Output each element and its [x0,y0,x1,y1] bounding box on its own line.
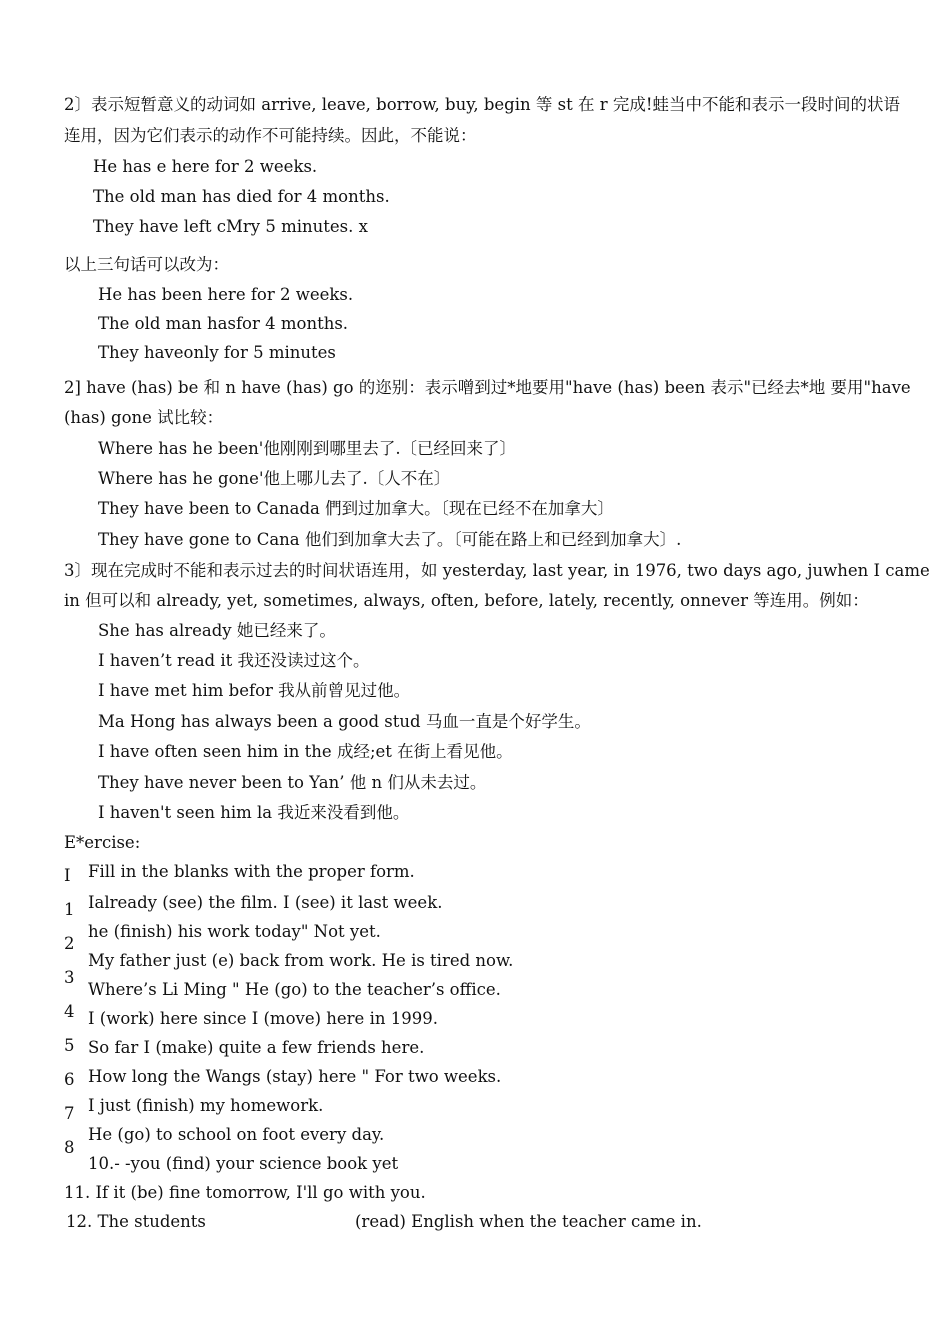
s3-example-3: I have met him befor 我从前曾见过他。 [98,681,411,700]
exercise-item: Fill in the blanks with the proper form. [88,862,415,881]
wrong-example-2: The old man has died for 4 months. [93,187,390,206]
s3-example-6: They have never been to Yan’ 他 n 们从未去过。 [98,773,487,792]
exercise-item: Ialready (see) the film. I (see) it last week. [88,893,443,912]
exercise-number: 3 [64,968,75,987]
exercise-item-12-end: (read) English when the teacher came in. [355,1212,702,1231]
exercise-item: I (work) here since I (move) here in 1999. [88,1009,438,1028]
exercise-item: he (finish) his work today" Not yet. [88,922,381,941]
section2b-line2: (has) gone 试比较： [64,408,224,427]
right-example-1: He has been here for 2 weeks. [98,285,354,304]
section2-line1: 2〕表示短暂意义的动词如 arrive, leave, borrow, buy, begin 等 st 在 r 完成!蛙当中不能和表示一段时间的状语 [64,95,900,114]
s3-example-4: Ma Hong has always been a good stud 马血一直是个好学生。 [98,712,591,731]
s3-example-7: I haven't seen him la 我近来没看到他。 [98,803,410,822]
exercise-number: I [64,866,71,885]
exercise-number: 4 [64,1002,75,1021]
exercise-item: I just (finish) my homework. [88,1096,324,1115]
exercise-item: 10.- -you (find) your science book yet [88,1154,399,1173]
compare-example-3: They have been to Canada 們到过加拿大。〔现在已经不在加拿大〕 [98,499,614,518]
exercise-item-11: 11. If it (be) fine tomorrow, I'll go with you. [64,1183,426,1202]
exercise-item: How long the Wangs (stay) here " For two weeks. [88,1067,502,1086]
exercise-item: My father just (e) back from work. He is tired now. [88,951,514,970]
right-example-2: The old man hasfor 4 months. [98,314,349,333]
exercise-heading: E*ercise: [64,833,141,852]
right-example-3: They haveonly for 5 minutes [98,343,336,362]
exercise-number: 8 [64,1138,75,1157]
exercise-number: 7 [64,1104,75,1123]
s3-example-1: She has already 她已经来了。 [98,621,336,640]
compare-example-1: Where has he been'他刚刚到哪里去了.〔已经回来了〕 [98,439,517,458]
exercise-number: 5 [64,1036,75,1055]
exercise-number: 1 [64,900,75,919]
s3-example-5: I have often seen him in the 成经;et 在街上看见他。 [98,742,513,761]
exercise-item: Where’s Li Ming " He (go) to the teacher’s office. [88,980,501,999]
exercise-item: He (go) to school on foot every day. [88,1125,385,1144]
section2-line2: 连用，因为它们表示的动作不可能持续。因此，不能说： [64,126,477,145]
exercise-number: 6 [64,1070,75,1089]
wrong-example-3: They have left cMry 5 minutes. x [93,217,368,236]
exercise-item-12-start: 12. The students [66,1212,206,1231]
exercise-number: 2 [64,934,75,953]
change-intro: 以上三句话可以改为： [64,255,229,274]
wrong-example-1: He has e here for 2 weeks. [93,157,318,176]
compare-example-2: Where has he gone'他上哪儿去了.〔人不在〕 [98,469,451,488]
exercise-item: So far I (make) quite a few friends here. [88,1038,425,1057]
section3-line1: 3〕现在完成时不能和表示过去的时间状语连用，如 yesterday, last year, in 1976, two days ago, juwhen I came [64,561,930,580]
section3-line2: in 但可以和 already, yet, sometimes, always, often, before, lately, recently, onnever 等连用。例如： [64,591,869,610]
section2b-line1: 2] have (has) be 和 n have (has) go 的迩别：表示噌到过*地要用"have (has) been 表示"已经去*地 要用"have [64,378,911,397]
compare-example-4: They have gone to Cana 他们到加拿大去了。〔可能在路上和已经到加拿大〕. [98,530,682,549]
s3-example-2: I haven’t read it 我还没读过这个。 [98,651,370,670]
